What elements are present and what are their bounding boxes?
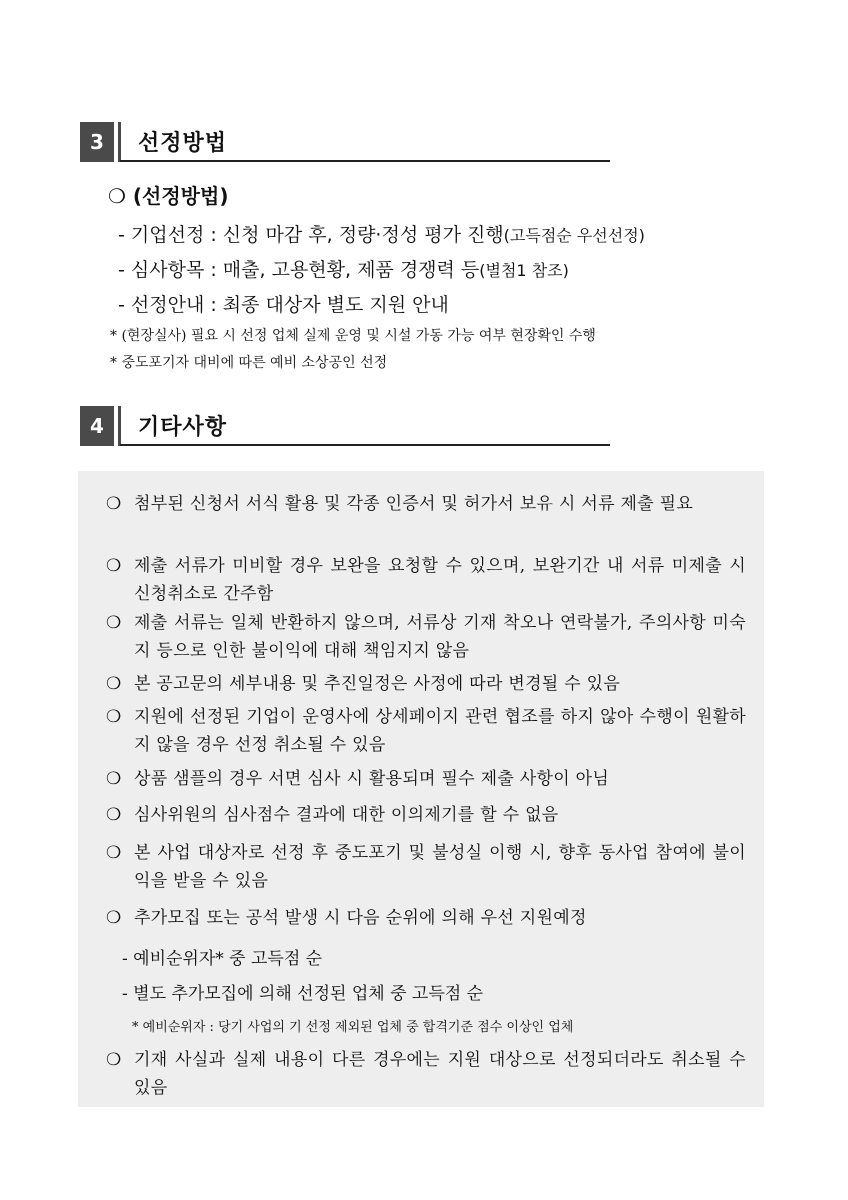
list-item: ❍ 추가모집 또는 공석 발생 시 다음 순위에 의해 우선 지원예정 xyxy=(106,908,587,928)
sub-note: * 예비순위자 : 당기 사업의 기 선정 제외된 업체 중 합격기준 점수 이상인 업체 xyxy=(132,1020,574,1035)
section-divider xyxy=(118,406,121,446)
list-item: ❍ 첨부된 신청서 서식 활용 및 각종 인증서 및 허가서 보유 시 서류 제출 필요 xyxy=(106,494,694,514)
list-item: ❍ 심사위원의 심사점수 결과에 대한 이의제기를 할 수 없음 xyxy=(106,805,559,825)
note-2: * 중도포기자 대비에 따른 예비 소상공인 선정 xyxy=(110,355,388,371)
selection-line-2: - 심사항목 : 매출, 고용현황, 제품 경쟁력 등(별첨1 참조) xyxy=(118,259,569,281)
section-4-header xyxy=(80,406,610,446)
sub-item: - 예비순위자* 중 고득점 순 xyxy=(122,949,323,969)
section-underline xyxy=(120,444,610,446)
list-item: ❍ 지원에 선정된 기업이 운영사에 상세페이지 관련 협조를 하지 않아 수행이 원활하지 않을 경우 선정 취소될 수 있음 xyxy=(106,707,746,755)
section-number: 3 xyxy=(80,122,114,162)
section-3-header xyxy=(80,122,610,162)
note-1: * (현장실사) 필요 시 선정 업체 실제 운영 및 시설 가동 가능 여부 현장확인 수행 xyxy=(110,328,596,344)
list-item: ❍ 기재 사실과 실제 내용이 다른 경우에는 지원 대상으로 선정되더라도 취소될 수 있음 xyxy=(106,1050,746,1098)
sub-item: - 별도 추가모집에 의해 선정된 업체 중 고득점 순 xyxy=(122,984,483,1004)
section-underline xyxy=(120,160,610,162)
list-item: ❍ 본 공고문의 세부내용 및 추진일정은 사정에 따라 변경될 수 있음 xyxy=(106,674,621,694)
selection-line-1: - 기업선정 : 신청 마감 후, 정량·정성 평가 진행(고득점순 우선선정) xyxy=(118,224,645,246)
sub-heading: ❍ (선정방법) xyxy=(108,184,229,208)
list-item: ❍ 상품 샘플의 경우 서면 심사 시 활용되며 필수 제출 사항이 아님 xyxy=(106,769,610,789)
section-title: 기타사항 xyxy=(138,415,228,440)
section-divider xyxy=(118,122,121,162)
list-item: ❍ 제출 서류가 미비할 경우 보완을 요청할 수 있으며, 보완기간 내 서류 미제출 시 신청취소로 간주함 xyxy=(106,556,746,604)
list-item: ❍ 본 사업 대상자로 선정 후 중도포기 및 불성실 이행 시, 향후 동사업 참여에 불이익을 받을 수 있음 xyxy=(106,843,746,891)
list-item: ❍ 제출 서류는 일체 반환하지 않으며, 서류상 기재 착오나 연락불가, 주의사항 미숙지 등으로 인한 불이익에 대해 책임지지 않음 xyxy=(106,613,746,661)
section-number: 4 xyxy=(80,406,114,446)
selection-line-3: - 선정안내 : 최종 대상자 별도 지원 안내 xyxy=(118,294,449,316)
section-title: 선정방법 xyxy=(138,131,228,156)
